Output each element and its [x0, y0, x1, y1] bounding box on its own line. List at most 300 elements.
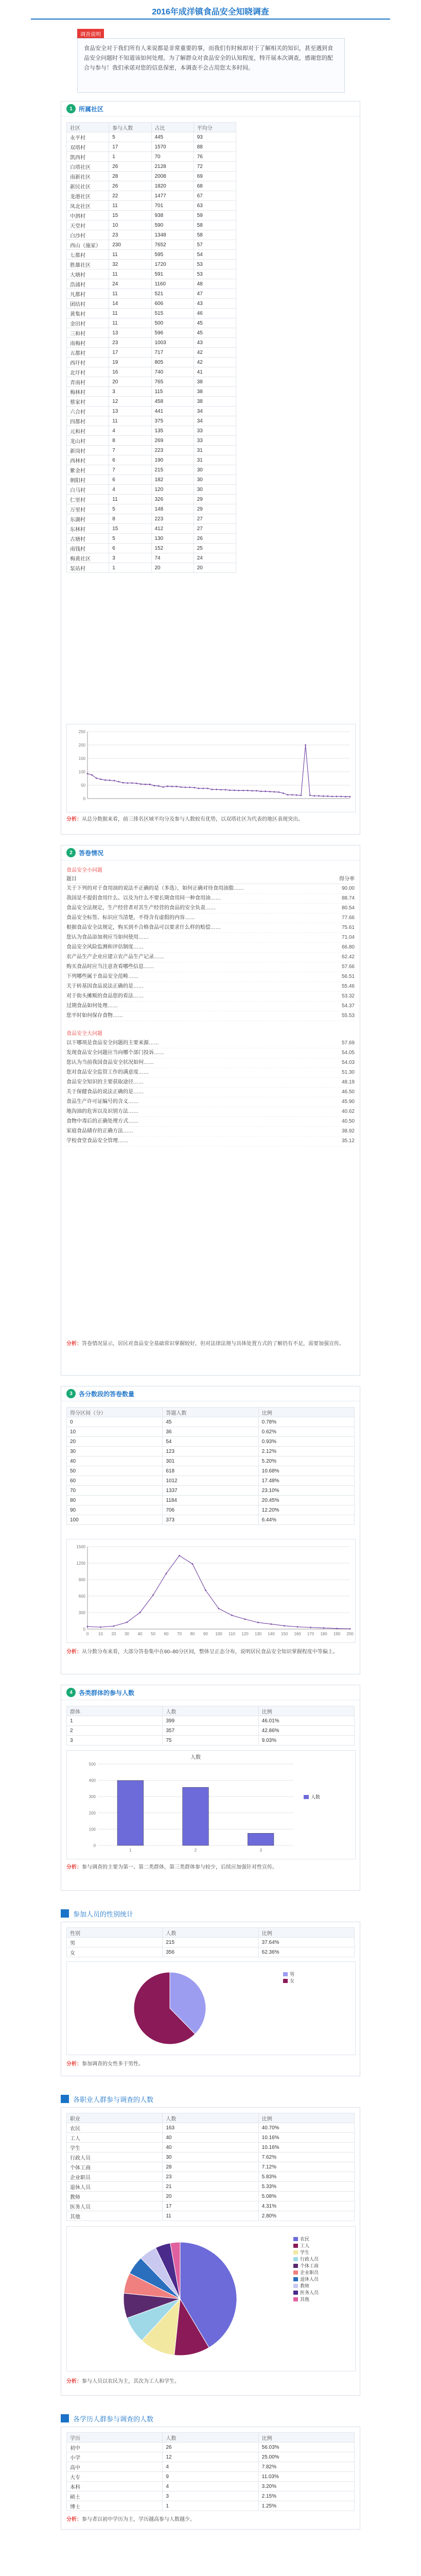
section-number-badge: 3: [66, 1389, 76, 1398]
question-text: 食品生产许可证编号的含义……: [66, 1099, 138, 1105]
question-text: 学校食堂食品安全管理……: [66, 1138, 128, 1144]
table-cell: 595: [151, 250, 194, 260]
table-cell: 8: [109, 436, 151, 446]
table-row: [67, 172, 236, 181]
table-cell: 17: [109, 348, 151, 358]
question-score: 75.61: [341, 925, 355, 930]
table-row: [67, 1437, 355, 1447]
data-point: [113, 780, 115, 782]
table-cell: 南新社区: [67, 172, 109, 181]
data-point: [216, 789, 217, 790]
data-point: [140, 784, 142, 785]
data-point: [234, 789, 235, 791]
column-header: 占比: [151, 123, 194, 132]
table-cell: 19: [109, 358, 151, 367]
note-label: 分析：: [66, 817, 82, 822]
question-row: [66, 1137, 355, 1146]
data-point: [192, 1563, 194, 1565]
section-title: 各学历人群参与调查的人数: [73, 2415, 154, 2423]
data-point: [296, 794, 297, 796]
table-cell: 130: [151, 534, 194, 544]
section-head-occupation: [61, 2092, 360, 2106]
table-row: [67, 2501, 355, 2511]
table-row: [67, 524, 236, 534]
legend-label: 个体工商: [300, 2263, 319, 2268]
report-title: 2016年成洋镇食品安全知晓调查: [152, 8, 269, 16]
table-cell: 中泗村: [67, 211, 109, 221]
data-point: [310, 1626, 311, 1628]
question-text: 以下哪项是食品安全问题的主要来源……: [66, 1040, 159, 1046]
table-cell: 740: [151, 367, 194, 377]
question-score: 51.30: [341, 1070, 355, 1075]
data-point: [238, 790, 239, 791]
table-cell: 白塔社区: [67, 162, 109, 172]
table-cell: 93: [194, 132, 236, 142]
table-cell: 148: [151, 504, 194, 514]
data-point: [242, 790, 244, 791]
section-note: [66, 2060, 355, 2068]
table-row: [67, 240, 236, 250]
table-row: [67, 534, 236, 544]
table-cell: 仁里村: [67, 495, 109, 504]
table-cell: 12: [163, 2452, 258, 2462]
data-point: [122, 782, 124, 784]
table-cell: 17: [109, 142, 151, 152]
question-score: 57.69: [341, 1040, 355, 1046]
table-cell: 62.36%: [258, 1947, 354, 1957]
table-cell: 74: [151, 553, 194, 563]
table-cell: 新岗村: [67, 446, 109, 455]
table-cell: 23: [163, 2172, 258, 2182]
table-cell: 190: [151, 455, 194, 465]
table-row: [67, 1466, 355, 1476]
x-tick-label: 40: [137, 1632, 143, 1636]
column-header: 比例: [258, 1706, 354, 1716]
intro-tag: 调查说明: [77, 29, 104, 39]
section-number-badge: 4: [66, 1688, 76, 1697]
table-row: [67, 2211, 355, 2221]
x-tick-label: 180: [320, 1632, 327, 1636]
table-cell: 606: [151, 299, 194, 309]
occupation-table-wrap: [66, 2113, 355, 2221]
bar: [117, 1781, 144, 1845]
y-tick-label: 50: [81, 783, 85, 788]
legend-label: 企业职员: [300, 2270, 319, 2275]
table-cell: 东林村: [67, 524, 109, 534]
question-text: 食品安全知识的主要获取途径……: [66, 1079, 144, 1085]
table-row: [67, 553, 236, 563]
table-row: [67, 1736, 355, 1745]
question-score: 55.46: [341, 984, 355, 989]
table-cell: 46: [194, 309, 236, 318]
table-cell: 2.15%: [258, 2492, 354, 2501]
table-row: [67, 2143, 355, 2153]
section-answers: [61, 845, 360, 1376]
legend-swatch: [293, 2297, 298, 2301]
table-row: [67, 191, 236, 201]
table-cell: 29: [194, 504, 236, 514]
table-row: [67, 358, 236, 367]
data-point: [166, 1573, 167, 1574]
data-point: [297, 1626, 299, 1628]
data-point: [194, 787, 195, 788]
table-cell: 701: [151, 201, 194, 211]
table-cell: 515: [151, 309, 194, 318]
column-header: 平均分: [194, 123, 236, 132]
data-point: [131, 782, 133, 784]
table-cell: 12.20%: [258, 1505, 354, 1515]
table-cell: 大专: [67, 2472, 163, 2482]
section-head: [61, 845, 360, 860]
data-point: [104, 779, 106, 781]
table-cell: 458: [151, 397, 194, 406]
table-cell: 朝阳村: [67, 475, 109, 485]
x-tick-label: 10: [98, 1632, 103, 1636]
data-point: [231, 1615, 233, 1616]
legend-label: 其他: [300, 2297, 310, 2302]
legend-swatch: [293, 2237, 298, 2241]
column-header: 比例: [258, 1408, 354, 1417]
table-row: [67, 563, 236, 573]
section-occupation: [61, 2107, 360, 2396]
table-row: [67, 377, 236, 387]
table-row: [67, 436, 236, 446]
x-tick-label: 160: [294, 1632, 301, 1636]
table-cell: 13: [109, 328, 151, 338]
table-cell: 40: [163, 2143, 258, 2153]
question-header: [66, 875, 355, 884]
table-cell: 黄集村: [67, 309, 109, 318]
question-score: 54.37: [341, 1003, 355, 1009]
table-row: [67, 1447, 355, 1456]
question-row: [66, 962, 355, 972]
table-cell: 企业职员: [67, 2172, 163, 2182]
legend-label: 医务人员: [300, 2290, 319, 2295]
table-row: [67, 465, 236, 475]
section-title: 各职业人群参与调查的人数: [73, 2095, 154, 2104]
column-header: 学历: [67, 2433, 163, 2443]
legend-swatch: [293, 2257, 298, 2261]
x-tick-label: 0: [86, 1632, 89, 1636]
table-cell: 4: [163, 2462, 258, 2472]
table-cell: 永平村: [67, 132, 109, 142]
data-point: [153, 785, 155, 787]
question-score: 57.66: [341, 964, 355, 970]
data-point: [336, 1628, 338, 1630]
question-text: 您平时如何保存食物……: [66, 1013, 123, 1019]
note-text: 参加调查的女性多于男性。: [82, 2061, 144, 2067]
x-tick-label: 200: [346, 1632, 354, 1636]
question-score: 56.51: [341, 974, 355, 979]
table-cell: 初中: [67, 2443, 163, 2452]
data-point: [126, 1621, 128, 1623]
table-cell: 90: [67, 1505, 163, 1515]
community-line-chart: [66, 724, 356, 812]
question-text: 我国是不提倡食用什么、以及为什么不要长期食用同一种食用油……: [66, 895, 221, 901]
data-point: [139, 1612, 141, 1613]
section-community: [61, 101, 360, 835]
question-score: 77.66: [341, 915, 355, 921]
table-cell: 五都村: [67, 348, 109, 358]
x-tick-label: 70: [177, 1632, 182, 1636]
table-cell: 5: [109, 534, 151, 544]
y-tick-label: 0: [83, 796, 85, 801]
legend-swatch: [293, 2284, 298, 2288]
question-text: 家庭食品储存的正确方法……: [66, 1128, 133, 1134]
table-cell: 高中: [67, 2462, 163, 2472]
y-tick-label: 400: [89, 1778, 96, 1783]
column-header: 比例: [258, 2433, 354, 2443]
legend-swatch: [293, 2250, 298, 2255]
bar: [248, 1833, 274, 1845]
data-point: [269, 791, 271, 792]
y-tick-label: 300: [78, 1611, 85, 1615]
table-cell: 500: [151, 318, 194, 328]
table-cell: 70: [151, 152, 194, 162]
table-cell: 1.25%: [258, 2501, 354, 2511]
table-row: [67, 2123, 355, 2133]
question-row: [66, 992, 355, 1002]
table-cell: 88: [194, 142, 236, 152]
y-tick-label: 150: [78, 756, 85, 761]
question-row: [66, 982, 355, 992]
data-point: [318, 795, 320, 796]
table-cell: 20: [194, 563, 236, 573]
note-label: 分析：: [66, 1341, 82, 1347]
question-text: 地沟油的危害以及识别方法……: [66, 1109, 138, 1114]
section-groups: [61, 1685, 360, 1891]
data-point: [327, 795, 328, 797]
table-cell: 31: [194, 446, 236, 455]
table-cell: 本科: [67, 2482, 163, 2492]
table-row: [67, 309, 236, 318]
group-bar-chart: [66, 1750, 356, 1859]
table-cell: 7: [109, 465, 151, 475]
data-point: [87, 1626, 89, 1628]
table-cell: 28: [163, 2162, 258, 2172]
table-cell: 元和村: [67, 426, 109, 436]
table-cell: 9: [163, 2472, 258, 2482]
section-note: [66, 816, 355, 823]
table-cell: 152: [151, 544, 194, 553]
table-cell: 48: [194, 279, 236, 289]
chart-icon: [61, 2095, 69, 2103]
table-cell: 2128: [151, 162, 194, 172]
table-cell: 青南村: [67, 377, 109, 387]
question-row: [66, 1127, 355, 1137]
table-cell: 59: [194, 211, 236, 221]
y-tick-label: 300: [89, 1794, 96, 1800]
legend-label: 男: [290, 1972, 295, 1977]
question-score: 62.42: [341, 954, 355, 960]
column-header: 参与人数: [109, 123, 151, 132]
question-text: 关于转基因食品说法正确的是……: [66, 984, 144, 989]
table-cell: 60: [67, 1476, 163, 1486]
table-cell: 10: [109, 221, 151, 230]
table-cell: 269: [151, 436, 194, 446]
table-cell: 24: [194, 553, 236, 563]
table-cell: 38: [194, 377, 236, 387]
table-cell: 591: [151, 269, 194, 279]
table-cell: 20: [67, 1437, 163, 1447]
table-cell: 16: [109, 367, 151, 377]
table-cell: 1337: [163, 1486, 258, 1496]
community-table: [66, 122, 236, 573]
question-row: [66, 972, 355, 982]
table-cell: 54: [194, 250, 236, 260]
table-row: [67, 2172, 355, 2182]
chart-icon: [61, 1909, 69, 1918]
table-cell: 56.03%: [258, 2443, 354, 2452]
data-point: [212, 789, 213, 790]
table-cell: 1477: [151, 191, 194, 201]
column-header: 得分区间（分）: [67, 1408, 163, 1417]
table-row: [67, 406, 236, 416]
table-row: [67, 2472, 355, 2482]
table-cell: 412: [151, 524, 194, 534]
table-row: [67, 250, 236, 260]
table-cell: 33: [194, 436, 236, 446]
table-cell: 7652: [151, 240, 194, 250]
question-score: 71.04: [341, 935, 355, 940]
legend-swatch: [304, 1795, 309, 1799]
table-cell: 441: [151, 406, 194, 416]
series-line: [87, 1555, 350, 1629]
table-cell: 女: [67, 1947, 163, 1957]
table-cell: 618: [163, 1466, 258, 1476]
table-cell: 金田村: [67, 318, 109, 328]
table-cell: 四都村: [67, 416, 109, 426]
table-row: [67, 485, 236, 495]
table-row: [67, 446, 236, 455]
table-cell: 123: [163, 1447, 258, 1456]
table-cell: 72: [194, 162, 236, 172]
column-header: 社区: [67, 123, 109, 132]
table-row: [67, 514, 236, 524]
table-cell: 115: [151, 387, 194, 397]
question-text: 关于保健食品的说法正确的是……: [66, 1089, 144, 1095]
legend-label: 女: [290, 1978, 295, 1984]
table-row: [67, 504, 236, 514]
table-row: [67, 2482, 355, 2492]
data-point: [349, 796, 351, 798]
data-point: [152, 1595, 154, 1596]
table-cell: 80: [67, 1496, 163, 1505]
y-tick-label: 100: [89, 1827, 96, 1832]
table-row: [67, 397, 236, 406]
table-cell: 30: [194, 465, 236, 475]
table-cell: 南梅村: [67, 338, 109, 348]
education-table-wrap: [66, 2432, 355, 2511]
question-row: [66, 904, 355, 913]
table-cell: 120: [151, 485, 194, 495]
table-row: [67, 2162, 355, 2172]
occupation-pie-chart: [66, 2226, 356, 2371]
table-cell: 1: [67, 1716, 163, 1726]
table-cell: 10.16%: [258, 2143, 354, 2153]
series-line: [87, 745, 350, 796]
table-cell: 胜雄社区: [67, 260, 109, 269]
data-point: [323, 1627, 325, 1629]
table-row: [67, 230, 236, 240]
table-cell: 7.62%: [258, 2153, 354, 2162]
table-cell: 706: [163, 1505, 258, 1515]
table-cell: 8: [109, 514, 151, 524]
table-cell: 27: [194, 524, 236, 534]
table-cell: 6: [109, 475, 151, 485]
table-cell: 男: [67, 1938, 163, 1947]
table-cell: 717: [151, 348, 194, 358]
legend-swatch: [293, 2277, 298, 2281]
table-cell: 5.08%: [258, 2192, 354, 2201]
x-tick-label: 2: [194, 1848, 197, 1853]
table-cell: 34: [194, 406, 236, 416]
data-point: [331, 795, 333, 797]
table-row: [67, 416, 236, 426]
question-row: [66, 933, 355, 943]
column-header: 性别: [67, 1928, 163, 1938]
table-row: [67, 338, 236, 348]
column-header: 人数: [163, 2433, 258, 2443]
table-row: [67, 1427, 355, 1437]
table-cell: 356: [163, 1947, 258, 1957]
data-point: [220, 789, 222, 790]
score-table-wrap: [66, 1407, 355, 1525]
question-score: 55.53: [341, 1013, 355, 1019]
table-cell: 53: [194, 260, 236, 269]
table-cell: 375: [151, 416, 194, 426]
question-row: [66, 1011, 355, 1021]
note-text: 从总分数据来看，前三排名区域平均分及参与人数较有优势，以双塔社区为代表的地区表现突出。: [82, 817, 303, 822]
table-cell: 11: [109, 495, 151, 504]
table-row: [67, 1417, 355, 1427]
table-row: [67, 299, 236, 309]
table-cell: 12: [109, 397, 151, 406]
table-cell: 37.64%: [258, 1938, 354, 1947]
data-point: [345, 796, 346, 798]
table-cell: 西山（施家）: [67, 240, 109, 250]
table-cell: 182: [151, 475, 194, 485]
question-score: 46.50: [341, 1089, 355, 1095]
table-cell: 69: [194, 172, 236, 181]
table-cell: 医务人员: [67, 2201, 163, 2211]
table-cell: 40: [67, 1456, 163, 1466]
data-point: [202, 788, 204, 789]
table-row: [67, 2182, 355, 2192]
group-table: [66, 1706, 355, 1745]
x-tick-label: 150: [280, 1632, 288, 1636]
data-point: [171, 786, 173, 787]
table-cell: 龙山村: [67, 436, 109, 446]
table-cell: 1: [109, 152, 151, 162]
table-cell: 223: [151, 446, 194, 455]
table-cell: 805: [151, 358, 194, 367]
table-cell: 10: [67, 1427, 163, 1437]
question-col-label: 题目: [66, 876, 77, 882]
section-education: [61, 2427, 360, 2530]
question-row: [66, 884, 355, 894]
table-cell: 20: [151, 563, 194, 573]
table-cell: 40.70%: [258, 2123, 354, 2133]
question-score: 38.92: [341, 1128, 355, 1134]
table-row: [67, 426, 236, 436]
table-row: [67, 2201, 355, 2211]
table-cell: 白沙村: [67, 230, 109, 240]
table-cell: 4: [109, 426, 151, 436]
question-category: 食品安全大问题: [66, 1031, 102, 1037]
table-cell: 西圩村: [67, 358, 109, 367]
question-text: 食品安全法规定，生产经营者对其生产经营的食品的安全负责……: [66, 905, 216, 911]
